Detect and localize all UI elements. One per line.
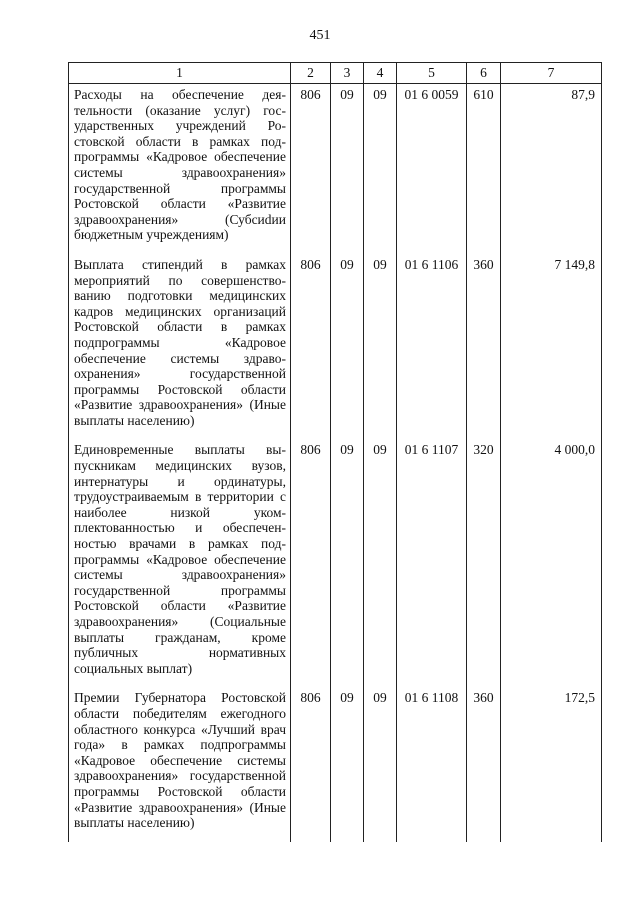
row-amount: 7 149,8	[501, 254, 602, 440]
row-subsection-code: 09	[364, 84, 397, 254]
header-row	[69, 63, 602, 84]
row-expense-type: 360	[467, 254, 501, 440]
row-subsection-code: 09	[364, 687, 397, 841]
budget-table	[68, 62, 602, 842]
table-row	[69, 687, 602, 841]
table-row	[69, 439, 602, 687]
row-section-code: 09	[331, 84, 364, 254]
row-target-article: 01 6 0059	[397, 84, 467, 254]
table-row	[69, 84, 602, 254]
row-expense-type: 360	[467, 687, 501, 841]
row-description: Премии Губернатора Ростовской области победителям ежегодного областного конкурса «Лучший врач года» в рамках подпрограммы «Кадровое обеспечение системы здравоохранения» государственной программы Ростовской области «Развитие здравоохранения» (Иные выплаты населению)	[69, 687, 291, 841]
column-header-3: 3	[331, 63, 364, 84]
table-row	[69, 254, 602, 440]
row-amount: 4 000,0	[501, 439, 602, 687]
page-number: 451	[309, 28, 331, 43]
row-description: Расходы на обеспечение деятельности (оказание услуг) государственных учреждений Ростовской области в рамках подпрограммы «Кадровое обеспечение системы здравоохранения» государственной программы Ростовской области «Развитие здравоохранения» (Субсиdии бюджетным учреждениям)	[69, 84, 291, 254]
row-target-article: 01 6 1106	[397, 254, 467, 440]
row-amount: 172,5	[501, 687, 602, 841]
column-header-2: 2	[291, 63, 331, 84]
row-ministry-code: 806	[291, 254, 331, 440]
row-ministry-code: 806	[291, 687, 331, 841]
column-header-4: 4	[364, 63, 397, 84]
row-expense-type: 610	[467, 84, 501, 254]
column-header-1: 1	[69, 63, 291, 84]
row-description: Единовременные выплаты выпускникам медицинских вузов, интернатуры и ординатуры, трудоустраиваемым в территории с наиболее низкой укомплектованностью и обеспеченностью врачами в рамках подпрограммы «Кадровое обеспечение системы здравоохранения» государственной программы Ростовской области «Развитие здравоохранения» (Социальные выплаты гражданам, кроме публичных нормативных социальных выплат)	[69, 439, 291, 687]
row-expense-type: 320	[467, 439, 501, 687]
row-section-code: 09	[331, 439, 364, 687]
row-ministry-code: 806	[291, 84, 331, 254]
column-header-5: 5	[397, 63, 467, 84]
column-header-7: 7	[501, 63, 602, 84]
row-section-code: 09	[331, 254, 364, 440]
row-target-article: 01 6 1107	[397, 439, 467, 687]
row-amount: 87,9	[501, 84, 602, 254]
column-header-6: 6	[467, 63, 501, 84]
row-subsection-code: 09	[364, 254, 397, 440]
row-section-code: 09	[331, 687, 364, 841]
row-subsection-code: 09	[364, 439, 397, 687]
row-target-article: 01 6 1108	[397, 687, 467, 841]
row-description: Выплата стипендий в рамках мероприятий по совершенствованию подготовки медицинских кадров медицинских организаций Ростовской области в рамках подпрограммы «Кадровое обеспечение системы здравоохранения» государственной программы Ростовской области «Развитие здравоохранения» (Иные выплаты населению)	[69, 254, 291, 440]
row-ministry-code: 806	[291, 439, 331, 687]
